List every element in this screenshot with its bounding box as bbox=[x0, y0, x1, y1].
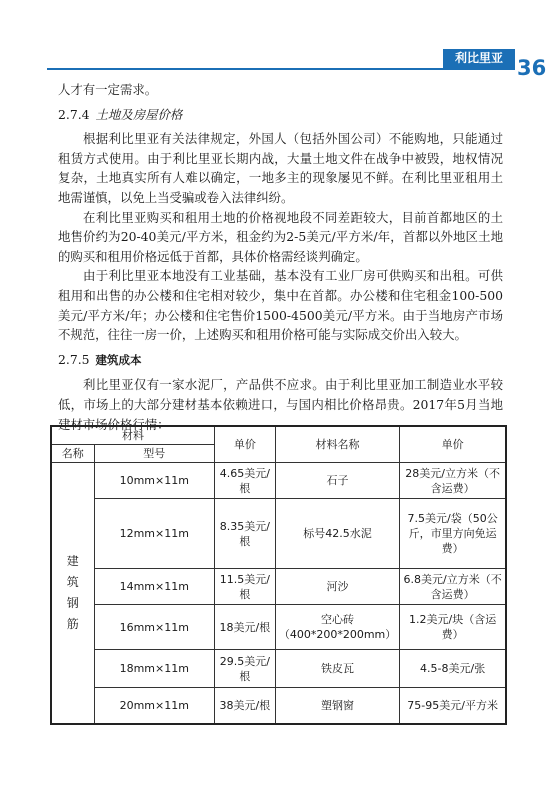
intro-text: 人才有一定需求。 bbox=[58, 82, 158, 97]
header-title: 利比里亚 bbox=[443, 49, 515, 68]
price-cell: 29.5美元/根 bbox=[214, 650, 275, 688]
group-cell bbox=[51, 463, 94, 724]
model-cell: 20mm×11m bbox=[94, 688, 214, 724]
table-row bbox=[51, 463, 506, 499]
table-row bbox=[51, 569, 506, 605]
table-row bbox=[51, 605, 506, 650]
model-cell: 18mm×11m bbox=[94, 650, 214, 688]
material-price-cell: 6.8美元/立方米（不含运费） bbox=[400, 569, 506, 605]
section-2-7-5-heading bbox=[58, 350, 503, 371]
material-price-cell: 4.5-8美元/张 bbox=[400, 650, 506, 688]
header-rule bbox=[47, 68, 515, 70]
price-cell: 18美元/根 bbox=[214, 605, 275, 650]
section-title: 建筑成本 bbox=[95, 352, 142, 367]
table-row bbox=[51, 688, 506, 724]
table-header-material-name: 材料名称 bbox=[275, 426, 399, 463]
table-header-model: 型号 bbox=[94, 445, 214, 463]
model-cell: 10mm×11m bbox=[94, 463, 214, 499]
group-label-char: 筑 bbox=[66, 574, 79, 589]
group-label bbox=[67, 554, 79, 631]
price-cell: 38美元/根 bbox=[214, 688, 275, 724]
table-header-name: 名称 bbox=[51, 445, 94, 463]
material-price-cell: 28美元/立方米（不含运费） bbox=[400, 463, 506, 499]
section-2-7-4-heading bbox=[58, 105, 503, 125]
paragraph: 在利比里亚购买和租用土地的价格视地段不同差距较大，目前首都地区的土地售价约为20-40美元/平方米，租金约为2-5美元/平方米/年，首都以外地区土地的购买和租用价格远低于首都，具体价格需经谈判确定。 bbox=[58, 209, 503, 264]
material-cell: 石子 bbox=[275, 463, 399, 499]
table-row bbox=[51, 499, 506, 569]
table-header-unit-price: 单价 bbox=[400, 426, 506, 463]
table-row bbox=[51, 650, 506, 688]
material-cell: 塑钢窗 bbox=[275, 688, 399, 724]
section-title: 土地及房屋价格 bbox=[95, 106, 183, 122]
paragraph: 利比里亚仅有一家水泥厂，产品供不应求。由于利比里亚加工制造业水平较低，市场上的大部分建材基本依赖进口，与国内相比价格昂贵。2017年5月当地建材市场价格行情： bbox=[58, 377, 503, 432]
table-header-unit-price: 单价 bbox=[214, 426, 275, 463]
material-cell: 标号42.5水泥 bbox=[275, 499, 399, 569]
page-body bbox=[58, 80, 503, 434]
section-number: 2.7.4 bbox=[58, 106, 90, 122]
paragraph: 由于利比里亚本地没有工业基础，基本没有工业厂房可供购买和出租。可供租用和出售的办公楼和住宅相对较少，集中在首都。办公楼和住宅租金100-500美元/平方米/年；办公楼和住宅售价1500-4500美元/平方米。由于当地房产市场不规范，往往一房一价，上述购买和租用价格可能与实际成交价出入较大。 bbox=[58, 268, 503, 343]
price-cell: 8.35美元/根 bbox=[214, 499, 275, 569]
paragraph: 根据利比里亚有关法律规定，外国人（包括外国公司）不能购地，只能通过租赁方式使用。由于利比里亚长期内战，大量土地文件在战争中被毁，地权情况复杂，土地真实所有人难以确定，一地多主的现象屡见不鲜。在利比里亚租用土地需谨慎，以免上当受骗或卷入法律纠纷。 bbox=[58, 131, 503, 205]
section-number: 2.7.5 bbox=[58, 351, 90, 367]
model-cell: 12mm×11m bbox=[94, 499, 214, 569]
material-price-cell: 1.2美元/块（含运费） bbox=[400, 605, 506, 650]
group-label-char: 建 bbox=[66, 553, 79, 568]
material-cell: 铁皮瓦 bbox=[275, 650, 399, 688]
group-label-char: 筋 bbox=[66, 616, 79, 631]
material-price-cell: 75-95美元/平方米 bbox=[400, 688, 506, 724]
price-cell: 11.5美元/根 bbox=[214, 569, 275, 605]
material-cell: 空心砖（400*200*200mm） bbox=[275, 605, 399, 650]
page-number: 36 bbox=[517, 56, 547, 80]
building-material-price-table bbox=[50, 425, 507, 725]
material-price-cell: 7.5美元/袋（50公斤，市里方向免运费） bbox=[400, 499, 506, 569]
material-cell: 河沙 bbox=[275, 569, 399, 605]
table-header-material: 材料 bbox=[51, 426, 214, 445]
group-label-char: 钢 bbox=[66, 595, 79, 610]
model-cell: 16mm×11m bbox=[94, 605, 214, 650]
model-cell: 14mm×11m bbox=[94, 569, 214, 605]
price-cell: 4.65美元/根 bbox=[214, 463, 275, 499]
